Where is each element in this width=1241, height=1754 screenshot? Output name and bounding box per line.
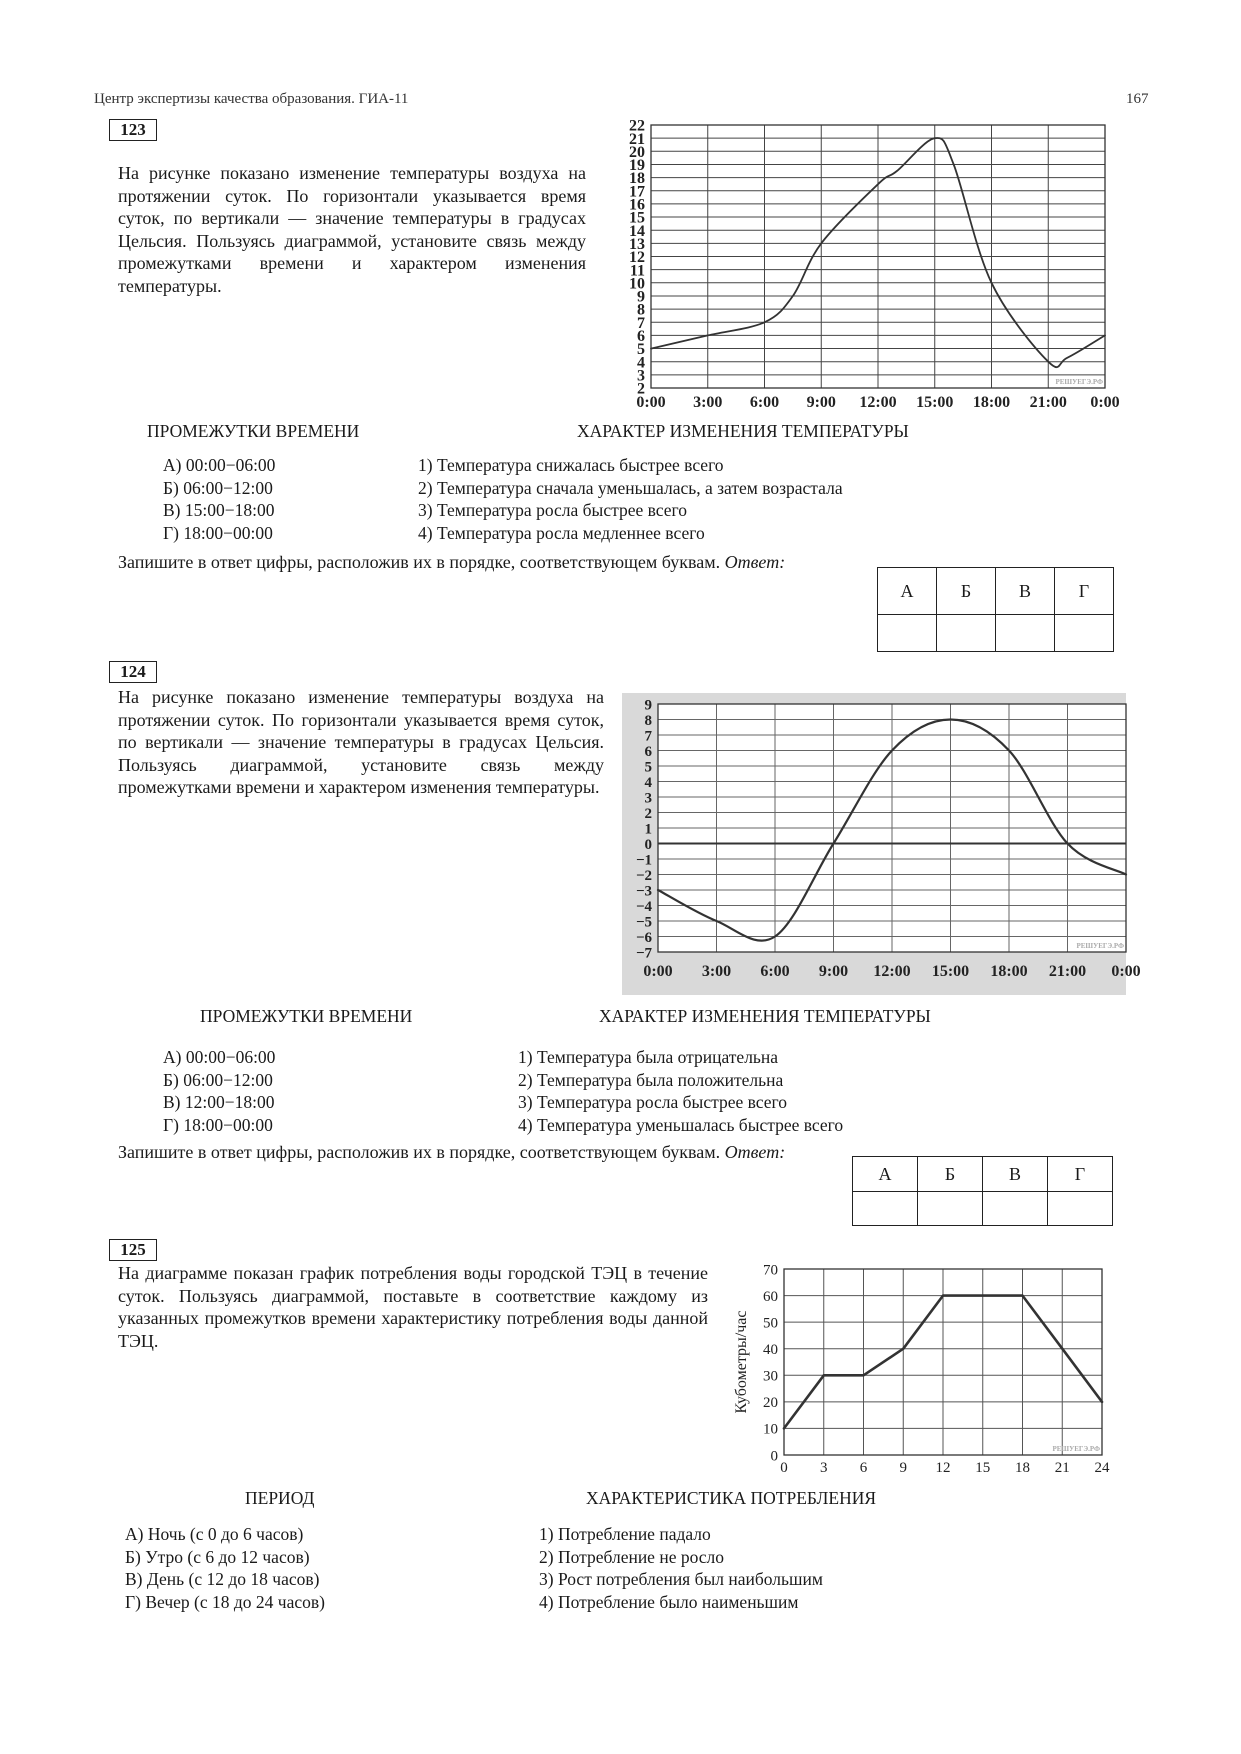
x-tick-label: 18:00	[990, 963, 1028, 980]
list-item: 3) Температура росла быстрее всего	[518, 1092, 788, 1112]
answer-cell-v[interactable]	[983, 1192, 1048, 1226]
x-tick-label: 6:00	[749, 394, 780, 411]
list-item: 3) Температура росла быстрее всего	[418, 500, 688, 520]
task-123-left-heading: ПРОМЕЖУТКИ ВРЕМЕНИ	[147, 421, 360, 441]
instruction-text: Запишите в ответ цифры, расположив их в порядке, соответствующем буквам.	[118, 1142, 721, 1162]
y-tick-label: 6	[637, 328, 645, 345]
x-tick-label: 12:00	[859, 394, 897, 411]
y-tick-label: 8	[637, 301, 645, 319]
y-tick-label: 8	[644, 712, 652, 729]
water-consumption-chart-125	[725, 1262, 1125, 1487]
list-item: Б) Утро (с 6 до 12 часов)	[125, 1546, 310, 1567]
x-tick-label: 24	[1094, 1460, 1110, 1476]
task-number-124: 124	[109, 661, 157, 683]
x-tick-label: 21	[1054, 1460, 1070, 1476]
y-tick-label: −6	[635, 929, 652, 946]
y-tick-label: −5	[635, 914, 652, 931]
y-tick-label: 2	[644, 805, 652, 822]
y-tick-label: 9	[644, 697, 652, 714]
list-item: А) Ночь (с 0 до 6 часов)	[125, 1524, 304, 1544]
task-125-left-heading: ПЕРИОД	[245, 1488, 315, 1508]
x-tick-label: 3:00	[701, 963, 732, 980]
list-item: 4) Температура уменьшалась быстрее всего	[518, 1114, 844, 1135]
y-tick-label: −1	[635, 852, 652, 869]
x-tick-label: 15:00	[916, 394, 954, 411]
y-tick-label: 22	[629, 117, 645, 135]
task-123-right-heading: ХАРАКТЕР ИЗМЕНЕНИЯ ТЕМПЕРАТУРЫ	[577, 421, 909, 441]
answer-letter-v: В	[983, 1157, 1048, 1192]
y-tick-label: 21	[629, 130, 645, 148]
task-123-right-list	[418, 454, 843, 544]
y-tick-label: 2	[637, 380, 645, 398]
y-tick-label: 0	[644, 836, 652, 853]
y-tick-label: 40	[763, 1341, 778, 1358]
list-item: Г) Вечер (с 18 до 24 часов)	[125, 1591, 325, 1612]
x-tick-label: 18	[1015, 1460, 1030, 1476]
y-tick-label: 0	[770, 1448, 778, 1465]
list-item: А) 00:00−06:00	[163, 1047, 276, 1067]
task-124-right-heading: ХАРАКТЕР ИЗМЕНЕНИЯ ТЕМПЕРАТУРЫ	[599, 1006, 931, 1026]
list-item: 1) Температура снижалась быстрее всего	[418, 455, 724, 475]
y-tick-label: 1	[644, 821, 652, 838]
y-tick-label: −2	[635, 867, 652, 884]
x-tick-label: 18:00	[972, 394, 1011, 411]
y-tick-label: 18	[629, 170, 645, 188]
x-tick-label: 3:00	[693, 394, 723, 411]
y-axis-label: Кубометры/час	[733, 1310, 750, 1414]
list-item: 3) Рост потребления был наибольшим	[539, 1569, 823, 1589]
y-tick-label: 12	[629, 249, 645, 267]
y-tick-label: 20	[629, 143, 645, 161]
x-tick-label: 6	[859, 1460, 868, 1476]
list-item: 2) Температура сначала уменьшалась, а затем возрастала	[418, 477, 843, 498]
x-tick-label: 6:00	[760, 963, 790, 980]
task-125-text: На диаграмме показан график потребления воды городской ТЭЦ в течение суток. Пользуясь диаграммой, поставьте в соответствие каждому из указанных промежутков времени характеристику потребления воды данной ТЭЦ.	[118, 1263, 708, 1351]
x-tick-label: 21:00	[1029, 394, 1067, 411]
answer-label: Ответ:	[724, 1142, 786, 1162]
y-tick-label: 60	[763, 1288, 778, 1305]
y-tick-label: −3	[635, 883, 652, 900]
x-tick-label: 9:00	[806, 394, 836, 411]
answer-cell-a[interactable]	[878, 615, 937, 652]
list-item: В) 15:00−18:00	[163, 500, 275, 520]
instruction-text: Запишите в ответ цифры, расположив их в порядке, соответствующем буквам.	[118, 552, 721, 572]
temperature-chart-124	[622, 693, 1141, 995]
answer-letter-b: Б	[937, 568, 996, 615]
answer-letter-b: Б	[918, 1157, 983, 1192]
y-tick-label: 5	[644, 759, 652, 776]
watermark: РЕШУЕГЭ.РФ	[1055, 378, 1103, 386]
y-tick-label: 3	[644, 790, 652, 807]
y-tick-label: 30	[763, 1368, 778, 1385]
list-item: 4) Потребление было наименьшим	[539, 1591, 799, 1612]
y-tick-label: −7	[635, 945, 652, 962]
task-number-125: 125	[109, 1239, 157, 1261]
page-header-title: Центр экспертизы качества образования. ГИА-11	[94, 91, 409, 107]
task-123-instruction	[118, 551, 858, 574]
x-tick-label: 9:00	[818, 963, 849, 980]
list-item: 2) Потребление не росло	[539, 1546, 725, 1567]
list-item: В) День (с 12 до 18 часов)	[125, 1569, 320, 1589]
x-tick-label: 3	[820, 1460, 828, 1476]
x-tick-label: 9	[899, 1460, 907, 1476]
answer-cell-a[interactable]	[853, 1192, 918, 1226]
answer-letter-a: А	[853, 1157, 918, 1192]
y-tick-label: 19	[629, 157, 645, 175]
answer-label: Ответ:	[724, 552, 786, 572]
list-item: Б) 06:00−12:00	[163, 477, 273, 498]
y-tick-label: −4	[635, 898, 652, 915]
task-123-answer-table	[877, 567, 1114, 652]
watermark: РЕШУЕГЭ.РФ	[1052, 1445, 1100, 1453]
y-tick-label: 20	[763, 1395, 778, 1412]
x-tick-label: 15:00	[931, 963, 970, 980]
x-tick-label: 0:00	[636, 394, 666, 411]
task-124-right-list	[518, 1046, 843, 1136]
y-tick-label: 9	[637, 288, 645, 306]
task-125-right-list	[539, 1523, 823, 1613]
x-tick-label: 15	[975, 1460, 991, 1476]
y-tick-label: 4	[637, 354, 645, 372]
y-tick-label: 4	[644, 774, 652, 791]
task-123-left-list	[163, 454, 275, 544]
task-124-instruction	[118, 1141, 833, 1164]
answer-cell-g[interactable]	[1055, 615, 1114, 652]
task-123-text: На рисунке показано изменение температуры воздуха на протяжении суток. По горизонтали указывается время суток, по вертикали — значение температуры в градусах Цельсия. Пользуясь диаграммой, установите связь между промежутками времени и характером изменения температуры.	[118, 163, 586, 296]
answer-letter-v: В	[996, 568, 1055, 615]
y-tick-label: 14	[629, 222, 645, 240]
y-tick-label: 6	[644, 743, 652, 760]
answer-cell-g[interactable]	[1048, 1192, 1113, 1226]
task-125-left-list	[125, 1523, 325, 1613]
x-tick-label: 0:00	[1090, 394, 1120, 411]
task-number-123: 123	[109, 119, 157, 141]
y-tick-label: 10	[629, 275, 645, 293]
y-tick-label: 70	[763, 1262, 778, 1279]
list-item: В) 12:00−18:00	[163, 1092, 275, 1112]
task-124-left-list	[163, 1046, 275, 1136]
y-tick-label: 11	[629, 262, 645, 280]
list-item: Г) 18:00−00:00	[163, 522, 273, 543]
x-tick-label: 12:00	[873, 963, 911, 980]
task-124-left-heading: ПРОМЕЖУТКИ ВРЕМЕНИ	[200, 1006, 413, 1026]
y-tick-label: 10	[763, 1421, 778, 1438]
task-124-answer-table	[852, 1156, 1113, 1226]
y-tick-label: 13	[629, 235, 645, 253]
y-tick-label: 16	[629, 196, 645, 214]
list-item: Г) 18:00−00:00	[163, 1114, 273, 1135]
answer-letter-g: Г	[1048, 1157, 1113, 1192]
watermark: РЕШУЕГЭ.РФ	[1076, 942, 1124, 950]
answer-cell-v[interactable]	[996, 615, 1055, 652]
page-number: 167	[1126, 91, 1149, 107]
list-item: 1) Потребление падало	[539, 1524, 711, 1544]
answer-letter-a: А	[878, 568, 937, 615]
x-tick-label: 12	[935, 1460, 951, 1476]
answer-cell-b[interactable]	[937, 615, 996, 652]
x-tick-label: 0:00	[1111, 963, 1141, 980]
task-125-right-heading: ХАРАКТЕРИСТИКА ПОТРЕБЛЕНИЯ	[586, 1488, 877, 1508]
y-tick-label: 17	[629, 183, 645, 201]
x-tick-label: 0:00	[643, 963, 673, 980]
answer-letter-g: Г	[1055, 568, 1114, 615]
answer-cell-b[interactable]	[918, 1192, 983, 1226]
list-item: А) 00:00−06:00	[163, 455, 276, 475]
y-tick-label: 5	[637, 341, 645, 359]
list-item: 2) Температура была положительна	[518, 1069, 784, 1090]
y-tick-label: 50	[763, 1315, 778, 1332]
y-tick-label: 7	[637, 314, 645, 332]
x-tick-label: 0	[780, 1460, 788, 1476]
list-item: Б) 06:00−12:00	[163, 1069, 273, 1090]
list-item: 1) Температура была отрицательна	[518, 1047, 779, 1067]
y-tick-label: 3	[637, 367, 645, 385]
x-tick-label: 21:00	[1048, 963, 1087, 980]
y-tick-label: 15	[629, 209, 645, 227]
list-item: 4) Температура росла медленнее всего	[418, 522, 705, 543]
y-tick-label: 7	[644, 728, 652, 745]
temperature-chart-123	[605, 117, 1120, 418]
task-124-text: На рисунке показано изменение температуры воздуха на протяжении суток. По горизонтали указывается время суток, по вертикали — значение температуры в градусах Цельсия. Пользуясь диаграммой, установите связь между промежутками времени и характером изменения температуры.	[118, 687, 604, 797]
